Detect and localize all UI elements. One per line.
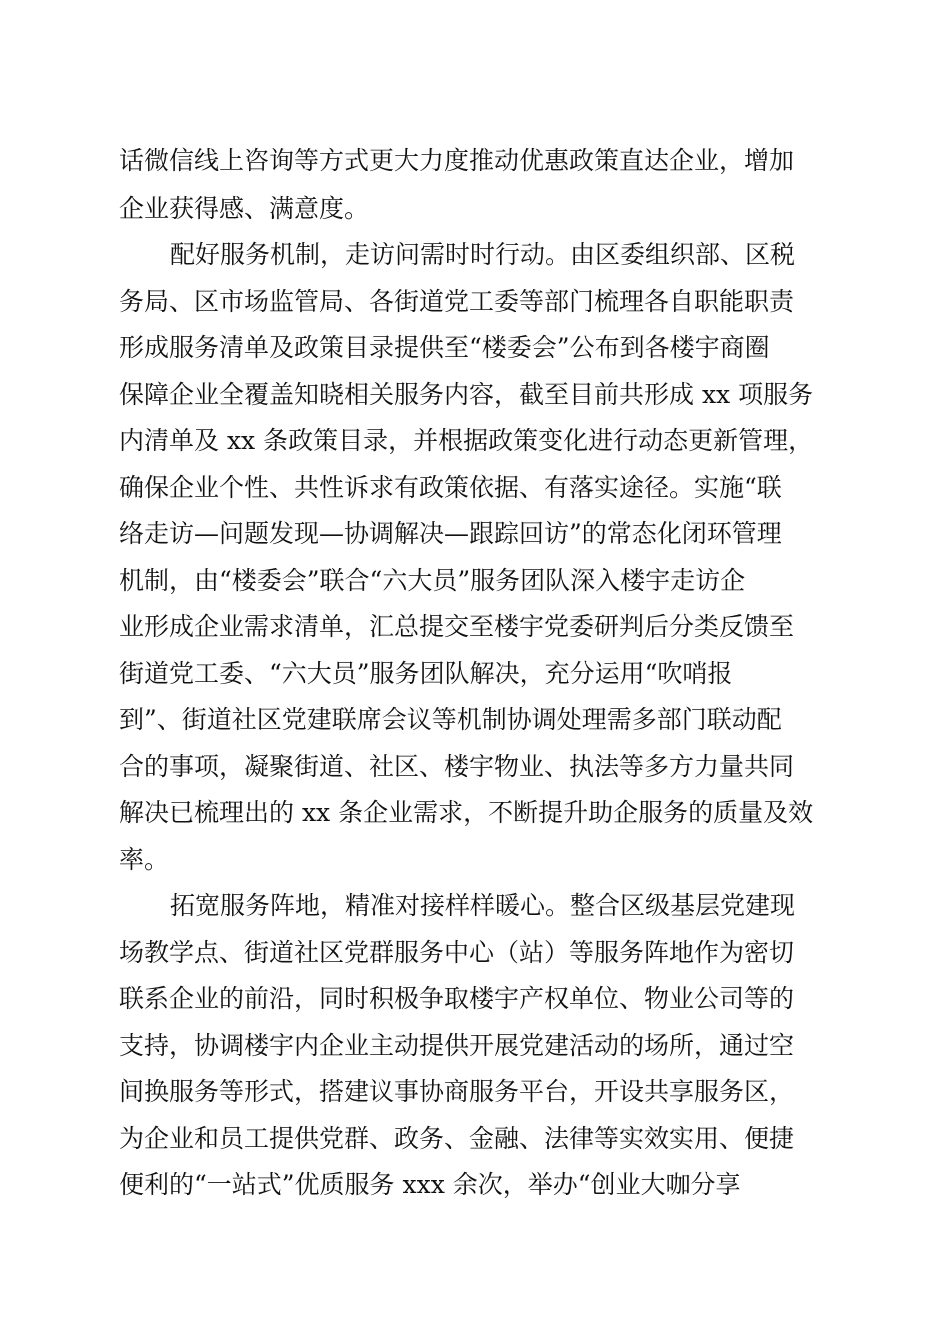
text-line [0,840,950,880]
text-line-content: 形成服务清单及政策目录提供至“楼委会”公布到各楼宇商圈 [119,333,770,362]
text-line-content: 间换服务等形式，搭建议事协商服务平台，开设共享服务区， [119,1077,795,1106]
text-line-content: 合的事项，凝聚街道、社区、楼宇物业、执法等多方力量共同 [119,752,795,781]
text-line-content: 企业获得感、满意度。 [119,194,370,223]
text-line-content: 拓宽服务阵地，精准对接样样暖心。整合区级基层党建现 [170,891,796,920]
text-line [0,979,950,1019]
text-line [0,1165,950,1205]
text-line-content: 务局、区市场监管局、各街道党工委等部门梳理各自职能职责 [119,287,795,316]
text-line-content: 解决已梳理出的 xx 条企业需求，不断提升助企服务的质量及效 [119,798,814,827]
text-line [0,468,950,508]
text-line [0,747,950,787]
text-line [0,375,950,415]
text-line-content: 机制，由“楼委会”联合“六大员”服务团队深入楼宇走访企 [119,566,746,595]
text-line-content: 联系企业的前沿，同时积极争取楼宇产权单位、物业公司等的 [119,984,795,1013]
text-line-content: 支持，协调楼宇内企业主动提供开展党建活动的场所，通过空 [119,1031,795,1060]
text-line [0,607,950,647]
text-line [0,654,950,694]
text-line-content: 络走访—问题发现—协调解决—跟踪回访”的常态化闭环管理 [119,519,782,548]
text-line [0,421,950,461]
text-line-content: 话微信线上咨询等方式更大力度推动优惠政策直达企业，增加 [119,146,795,175]
text-line [0,282,950,322]
text-line-content: 配好服务机制，走访问需时时行动。由区委组织部、区税 [170,240,796,269]
text-line-content: 率。 [119,845,170,874]
text-line [0,1119,950,1159]
paragraph-first-line [0,886,950,926]
text-line [0,933,950,973]
text-line-content: 业形成企业需求清单，汇总提交至楼宇党委研判后分类反馈至 [119,612,795,641]
text-line [0,141,950,181]
text-line [0,793,950,833]
text-line [0,189,950,229]
text-line-content: 为企业和员工提供党群、政务、金融、法律等实效实用、便捷 [119,1124,795,1153]
text-line-content: 保障企业全覆盖知晓相关服务内容，截至目前共形成 xx 项服务 [119,380,814,409]
text-line-content: 确保企业个性、共性诉求有政策依据、有落实途径。实施“联 [119,473,782,502]
text-line [0,561,950,601]
text-line [0,1026,950,1066]
text-line-content: 到”、街道社区党建联席会议等机制协调处理需多部门联动配 [119,705,782,734]
text-line [0,1072,950,1112]
text-line [0,328,950,368]
text-line [0,514,950,554]
text-line [0,700,950,740]
text-line-content: 便利的“一站式”优质服务 xxx 余次，举办“创业大咖分享 [119,1170,741,1199]
text-line-content: 内清单及 xx 条政策目录，并根据政策变化进行动态更新管理， [119,426,814,455]
text-line-content: 街道党工委、“六大员”服务团队解决，充分运用“吹哨报 [119,659,733,688]
paragraph-first-line [0,235,950,275]
text-line-content: 场教学点、街道社区党群服务中心（站）等服务阵地作为密切 [119,938,795,967]
